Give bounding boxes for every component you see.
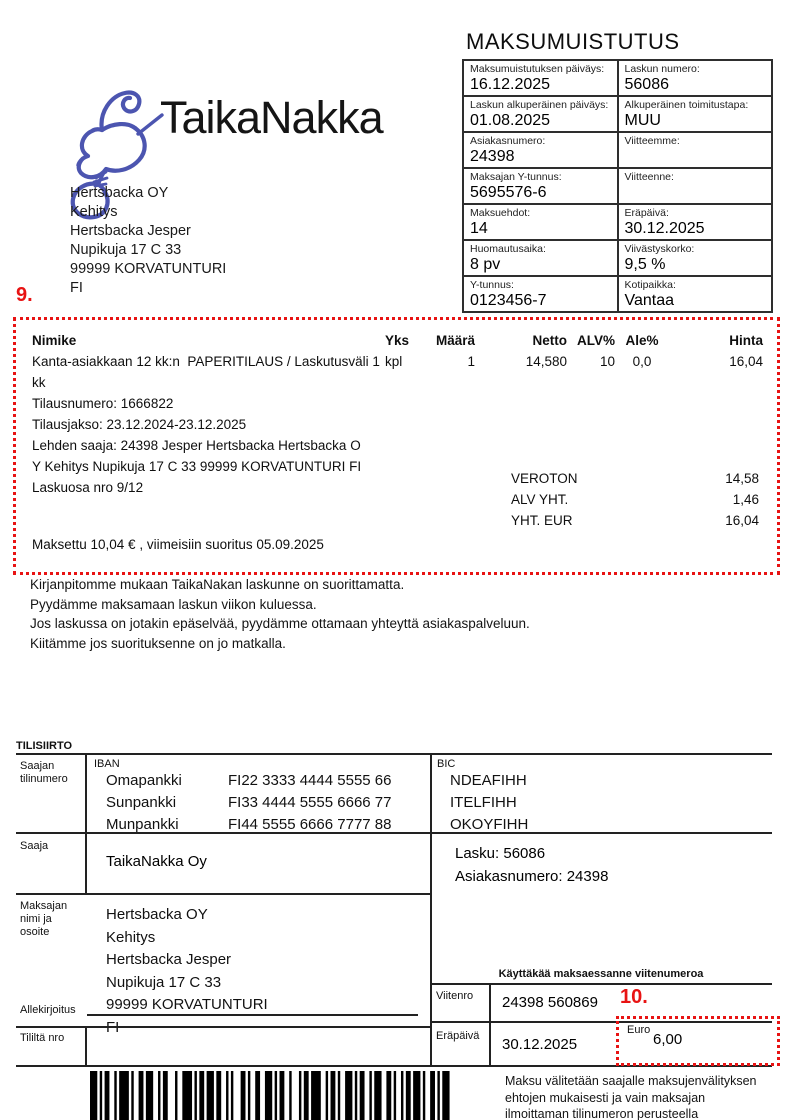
recipient-address: [70, 184, 226, 298]
brand-name: TaikaNakka: [160, 92, 383, 143]
table-row: [463, 132, 772, 168]
address-line: Nupikuja 17 C 33: [70, 242, 182, 258]
item-name: Kanta-asiakkaan 12 kk:n PAPERITILAUS / Laskutusväli 1 kk: [32, 354, 384, 390]
cell-value: 16.12.2025: [470, 76, 551, 93]
table-row: [463, 168, 772, 204]
divider: [16, 1026, 430, 1028]
payer-address-line: Kehitys: [106, 928, 156, 946]
bank-name: Omapankki: [106, 772, 182, 789]
amount-box: [616, 1016, 780, 1066]
col-header-yks: Yks: [385, 333, 410, 348]
cell-label: Viitteemme:: [624, 135, 680, 147]
cell-value: 01.08.2025: [470, 112, 551, 129]
cell-label: Asiakasnumero:: [470, 135, 546, 147]
notice-line: Kirjanpitomme mukaan TaikaNakan laskunne on suorittamatta.: [30, 577, 405, 592]
cell-value: 5695576-6: [470, 184, 547, 201]
annotation-9: 9.: [16, 284, 33, 306]
signature-line: [87, 1014, 418, 1016]
item-qty: 1: [467, 354, 475, 369]
cell-value: 30.12.2025: [624, 220, 705, 237]
divider: [85, 753, 87, 894]
divider: [430, 983, 772, 985]
amount-value: 6,00: [653, 1031, 683, 1048]
total-label: VEROTON: [511, 471, 578, 486]
cell-label: Maksuehdot:: [470, 207, 531, 219]
payer-address: [106, 904, 268, 1039]
cell-value: 56086: [624, 76, 669, 93]
bank-iban: FI33 4444 5555 6666 77: [228, 794, 392, 811]
payment-terms: [505, 1073, 757, 1120]
cell-label: Maksumuistutuksen päiväys:: [470, 63, 605, 75]
bank-iban: FI44 5555 6666 7777 88: [228, 816, 392, 833]
cell-value: 0123456-7: [470, 292, 547, 309]
cell-value: MUU: [624, 112, 661, 129]
cell-label: Laskun numero:: [624, 63, 700, 75]
payee-name: TaikaNakka Oy: [106, 853, 207, 870]
payment-barcode: [90, 1071, 452, 1120]
cell-value: 14: [470, 220, 488, 237]
label-reference: Viitenro: [436, 990, 474, 1002]
giro-title: TILISIIRTO: [16, 740, 73, 752]
label-from-account: Tililtä nro: [20, 1032, 65, 1044]
bank-ibans: [228, 770, 391, 836]
cell-label: Viivästyskorko:: [624, 243, 695, 255]
address-line: Hertsbacka OY: [70, 185, 169, 201]
cell-label: Eräpäivä:: [624, 207, 669, 219]
divider: [16, 753, 772, 755]
reference-number: 24398 560869: [502, 994, 598, 1011]
col-header-alv: ALV%: [576, 333, 615, 348]
table-row: [463, 240, 772, 276]
cell-label: Laskun alkuperäinen päiväys:: [470, 99, 609, 111]
label-currency: Euro: [627, 1024, 651, 1036]
cell-value: Vantaa: [624, 292, 675, 309]
bank-names: [106, 770, 182, 836]
bank-name: Munpankki: [106, 816, 179, 833]
item-price: 16,04: [729, 354, 763, 369]
address-line: FI: [70, 280, 83, 296]
terms-line: ehtojen mukaisesti ja vain maksajan: [505, 1090, 706, 1105]
divider: [16, 893, 430, 895]
payer-address-line: Hertsbacka OY: [106, 906, 208, 923]
label-payee: Saaja: [20, 840, 49, 852]
terms-line: Maksu välitetään saajalle maksujenvälityksen: [505, 1074, 757, 1088]
item-detail-line: Laskuosa nro 9/12: [32, 480, 144, 495]
total-value: 1,46: [732, 492, 759, 507]
divider: [489, 983, 491, 1067]
notice-line: Pyydämme maksamaan laskun viikon kuluessa.: [30, 596, 317, 612]
table-row: [463, 96, 772, 132]
total-row: [511, 468, 759, 489]
label-payer: Maksajan nimi ja osoite: [20, 900, 68, 938]
bank-bic: ITELFIHH: [450, 794, 517, 811]
total-value: 16,04: [725, 513, 759, 528]
bank-bic: NDEAFIHH: [450, 772, 527, 789]
item-unit: kpl: [385, 354, 403, 369]
address-line: Hertsbacka Jesper: [70, 223, 191, 239]
notice-line: Jos laskussa on jotakin epäselvää, pyydämme ottamaan yhteyttä asiakaspalveluun.: [30, 616, 530, 631]
item-detail-line: Tilausnumero: 1666822: [32, 396, 174, 411]
item-detail-line: Lehden saaja: 24398 Jesper Hertsbacka Hertsbacka O: [32, 438, 361, 453]
payer-address-line: 99999 KORVATUNTURI: [106, 996, 268, 1013]
page-title: MAKSUMUISTUTUS: [466, 29, 680, 54]
payer-address-line: Nupikuja 17 C 33: [106, 973, 222, 991]
divider: [85, 1026, 87, 1067]
total-row: [511, 489, 759, 510]
address-line: Kehitys: [70, 204, 118, 220]
col-header-nimike: Nimike: [32, 333, 77, 348]
item-net: 14,580: [525, 354, 567, 369]
total-label: YHT. EUR: [511, 513, 573, 528]
line-items-box: [13, 317, 780, 575]
table-row: [463, 60, 772, 96]
total-value: 14,58: [725, 471, 759, 486]
reference-note: Käyttäkää maksaessanne viitenumeroa: [498, 968, 704, 980]
total-row: [511, 510, 759, 531]
line-items-header: [32, 330, 763, 351]
label-payee-account: Saajan tilinumero: [20, 760, 68, 785]
col-header-ale: Ale%: [625, 333, 659, 348]
bank-iban: FI22 3333 4444 5555 66: [228, 772, 392, 789]
bank-name: Sunpankki: [106, 794, 177, 811]
cell-value: 24398: [470, 148, 515, 165]
divider: [430, 753, 432, 1067]
item-vat: 10: [599, 354, 615, 369]
col-header-hinta: Hinta: [729, 333, 763, 348]
item-discount: 0,0: [632, 354, 652, 369]
line-item-row: [32, 351, 763, 393]
cell-label: Huomautusaika:: [470, 243, 546, 255]
cell-label: Viitteenne:: [624, 171, 674, 183]
col-header-netto: Netto: [532, 333, 567, 348]
cell-value: 8 pv: [470, 256, 501, 273]
cell-label: Alkuperäinen toimitustapa:: [624, 99, 749, 111]
label-bic: BIC: [437, 758, 456, 770]
cell-value: 9,5 %: [624, 256, 666, 273]
totals-block: [511, 468, 759, 531]
payment-notice: [30, 575, 530, 653]
cell-label: Kotipaikka:: [624, 279, 676, 291]
address-line: 99999 KORVATUNTURI: [70, 261, 227, 277]
invoice-ref: Lasku: 56086: [455, 845, 546, 862]
invoice-info-table: [462, 59, 773, 313]
total-label: ALV YHT.: [511, 492, 569, 507]
table-row: [463, 204, 772, 240]
annotation-10: 10.: [620, 986, 648, 1008]
item-detail-line: Y Kehitys Nupikuja 17 C 33 99999 KORVATUNTURI FI: [32, 459, 362, 474]
table-row: [463, 276, 772, 312]
notice-line: Kiitämme jos suorituksenne on jo matkalla.: [30, 635, 286, 651]
cell-label: Maksajan Y-tunnus:: [470, 171, 562, 183]
terms-line: ilmoittaman tilinumeron perusteella: [505, 1107, 699, 1120]
paid-note: Maksettu 10,04 € , viimeisiin suoritus 05.09.2025: [32, 537, 324, 552]
payer-address-line: Hertsbacka Jesper: [106, 951, 232, 968]
cell-label: Y-tunnus:: [470, 279, 514, 291]
label-due-date: Eräpäivä: [436, 1030, 480, 1042]
label-iban: IBAN: [94, 758, 120, 770]
label-signature: Allekirjoitus: [20, 1004, 76, 1016]
due-date-value: 30.12.2025: [502, 1036, 578, 1053]
customer-ref: Asiakasnumero: 24398: [455, 868, 609, 885]
col-header-maara: Määrä: [435, 333, 475, 348]
item-detail-line: Tilausjakso: 23.12.2024-23.12.2025: [32, 417, 247, 432]
bank-bic: OKOYFIHH: [450, 816, 529, 833]
bank-bics: [450, 770, 528, 836]
